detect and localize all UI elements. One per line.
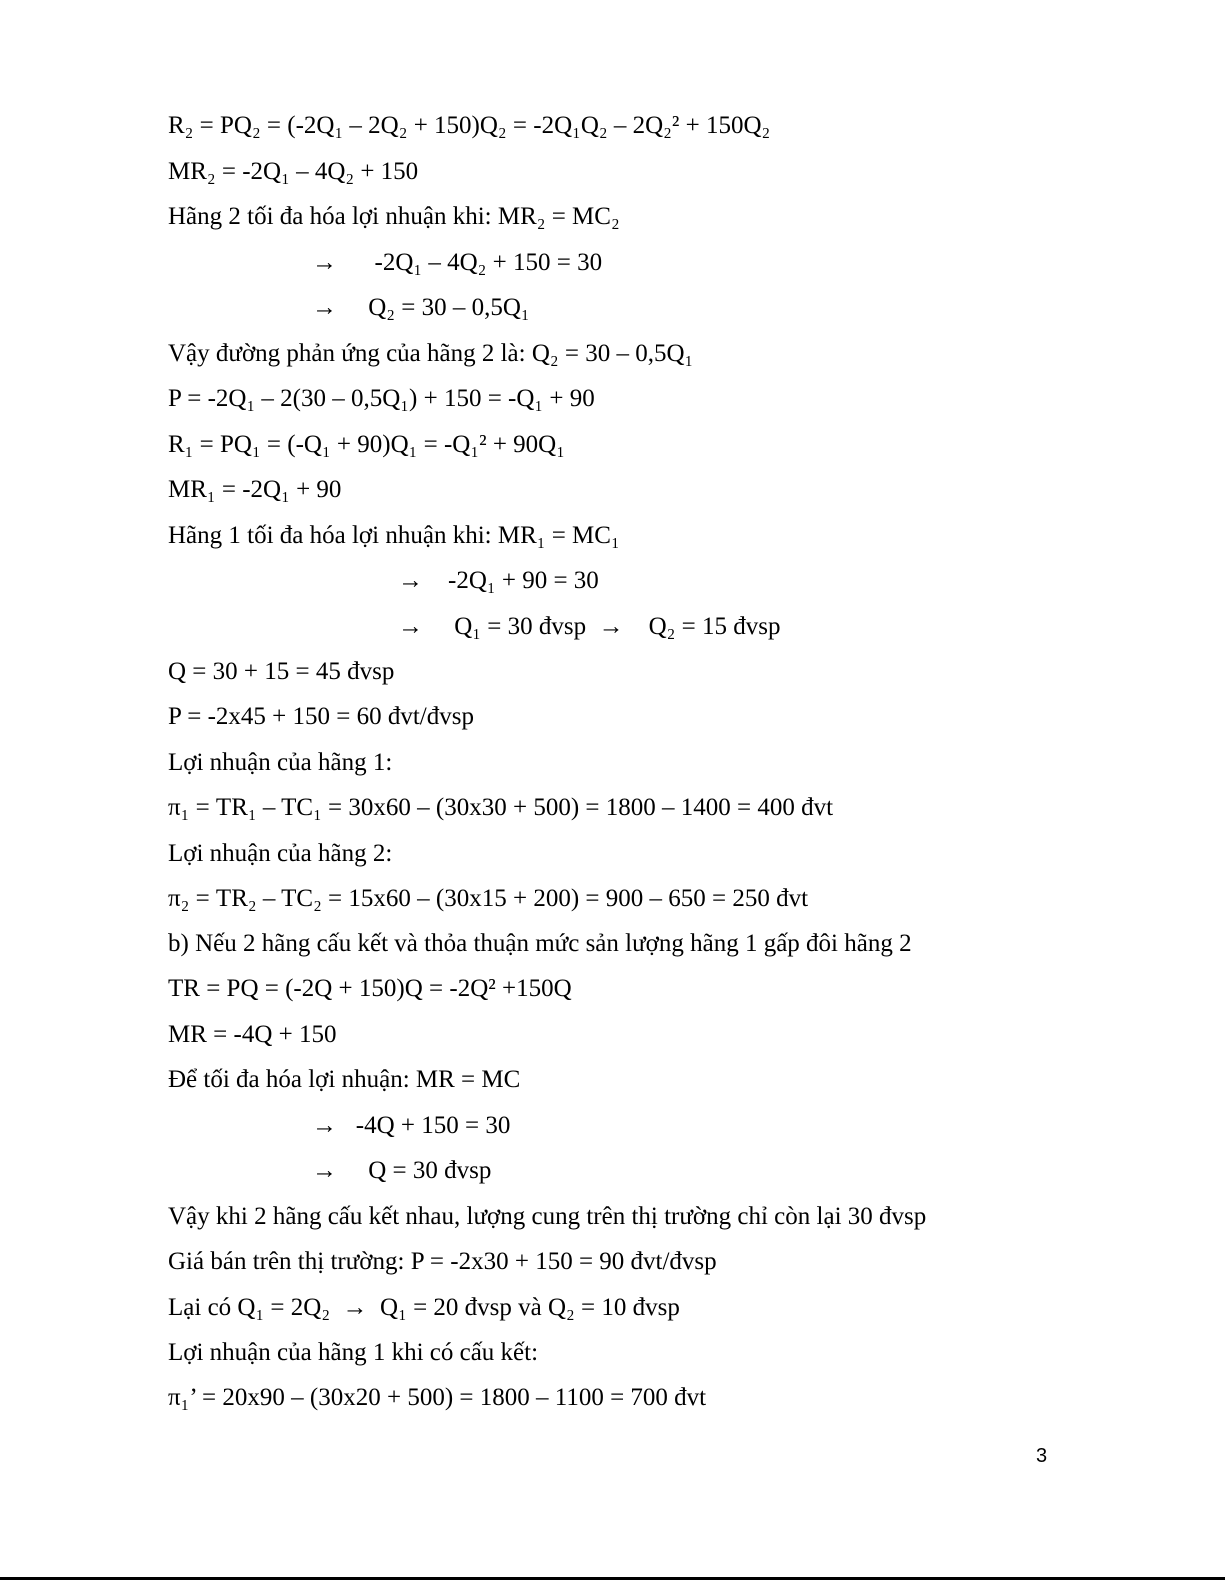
text-line-cartel-split: Lại có Q₁ = 2Q₂ → Q₁ = 20 đvsp và Q₂ = 10 đvsp — [168, 1294, 680, 1321]
text-line-cartel-supply: Vậy khi 2 hãng cấu kết nhau, lượng cung trên thị trường chỉ còn lại 30 đvsp — [168, 1203, 927, 1230]
text-line-profit2-heading: Lợi nhuận của hãng 2: — [168, 840, 393, 867]
page-bottom-border — [0, 1577, 1225, 1580]
text-line-firm2-step1: → -2Q₁ – 4Q₂ + 150 = 30 — [312, 249, 603, 276]
text-line-profit1-heading: Lợi nhuận của hãng 1: — [168, 749, 393, 776]
text-line-market-price: P = -2x45 + 150 = 60 đvt/đvsp — [168, 703, 474, 730]
text-line-mr1: MR₁ = -2Q₁ + 90 — [168, 476, 342, 503]
text-line-cartel-profit1: π₁’ = 20x90 – (30x20 + 500) = 1800 – 1100 = 700 đvt — [168, 1384, 707, 1411]
text-line-mr2: MR₂ = -2Q₁ – 4Q₂ + 150 — [168, 158, 419, 185]
text-line-profit2: π₂ = TR₂ – TC₂ = 15x60 – (30x15 + 200) = 900 – 650 = 250 đvt — [168, 885, 809, 912]
text-line-part-b: b) Nếu 2 hãng cấu kết và thỏa thuận mức sản lượng hãng 1 gấp đôi hãng 2 — [168, 930, 912, 957]
text-line-price-substitution: P = -2Q₁ – 2(30 – 0,5Q₁) + 150 = -Q₁ + 90 — [168, 385, 595, 412]
text-line-mr: MR = -4Q + 150 — [168, 1021, 337, 1048]
text-line-tr: TR = PQ = (-2Q + 150)Q = -2Q² +150Q — [168, 975, 572, 1002]
text-line-cartel-profit1-heading: Lợi nhuận của hãng 1 khi có cấu kết: — [168, 1339, 539, 1366]
text-line-cartel-condition: Để tối đa hóa lợi nhuận: MR = MC — [168, 1066, 521, 1093]
text-line-firm2-step2: → Q₂ = 30 – 0,5Q₁ — [312, 294, 530, 321]
text-line-cartel-price: Giá bán trên thị trường: P = -2x30 + 150 = 90 đvt/đvsp — [168, 1248, 717, 1275]
text-line-firm1-step1: → -2Q₁ + 90 = 30 — [398, 567, 599, 594]
text-line-cartel-step2: → Q = 30 đvsp — [312, 1157, 492, 1184]
text-line-firm1-step2: → Q₁ = 30 đvsp → Q₂ = 15 đvsp — [398, 613, 781, 640]
text-line-firm1-condition: Hãng 1 tối đa hóa lợi nhuận khi: MR₁ = MC₁ — [168, 522, 620, 549]
text-line-profit1: π₁ = TR₁ – TC₁ = 30x60 – (30x30 + 500) = 1800 – 1400 = 400 đvt — [168, 794, 834, 821]
text-line-total-quantity: Q = 30 + 15 = 45 đvsp — [168, 658, 395, 685]
text-line-reaction-curve: Vậy đường phản ứng của hãng 2 là: Q₂ = 30 – 0,5Q₁ — [168, 340, 694, 367]
text-line-r1: R₁ = PQ₁ = (-Q₁ + 90)Q₁ = -Q₁² + 90Q₁ — [168, 431, 565, 458]
text-line-firm2-condition: Hãng 2 tối đa hóa lợi nhuận khi: MR₂ = MC₂ — [168, 203, 620, 230]
page-number: 3 — [1036, 1445, 1048, 1467]
text-line-r2: R₂ = PQ₂ = (-2Q₁ – 2Q₂ + 150)Q₂ = -2Q₁Q₂ – 2Q₂² + 150Q₂ — [168, 112, 771, 139]
text-line-cartel-step1: → -4Q + 150 = 30 — [312, 1112, 511, 1139]
